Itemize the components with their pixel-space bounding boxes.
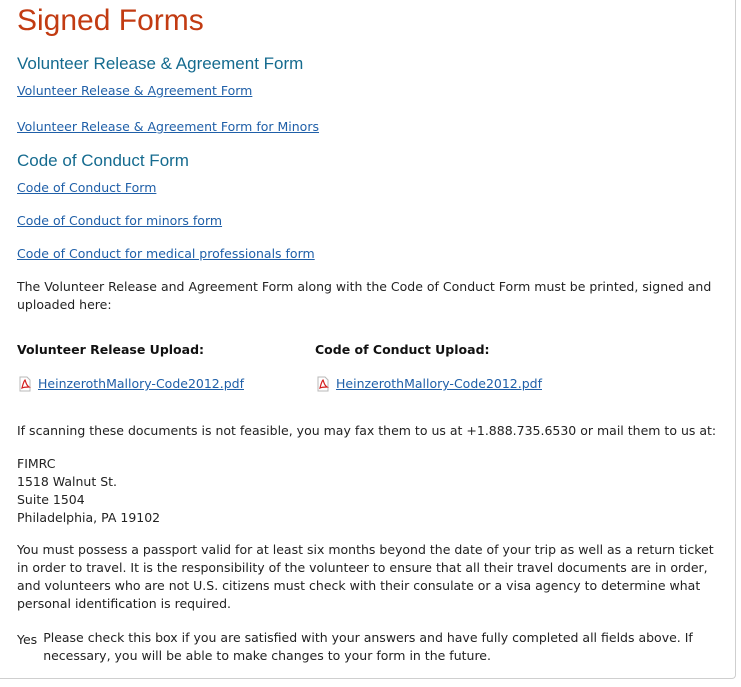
conduct-upload-file: [315, 376, 542, 392]
confirmation-text: Please check this box if you are satisfied with your answers and have fully completed all fields above. If necessary, you will be able to make changes to your form in the future.: [43, 630, 693, 663]
address-line: FIMRC: [17, 456, 56, 471]
conduct-minors-form-link[interactable]: Code of Conduct for minors form: [17, 213, 223, 228]
pdf-icon: [17, 376, 33, 392]
release-upload-label: Volunteer Release Upload:: [17, 342, 205, 357]
mailing-address: [17, 455, 160, 527]
page-title: Signed Forms: [17, 4, 204, 37]
passport-note: You must possess a passport valid for at least six months beyond the date of your trip as well as a return ticket in order to travel. It is the responsibility of the volunteer to ensure that all their travel documents are in order, and volunteers who are not U.S. citizens must check with their consulate or a visa agency to determine what personal identification is required.: [17, 542, 714, 611]
release-upload-file-link[interactable]: HeinzerothMallory-Code2012.pdf: [38, 376, 244, 391]
yes-checkbox-label[interactable]: Yes: [17, 632, 38, 647]
release-form-minors-link[interactable]: Volunteer Release & Agreement Form for Minors: [17, 119, 319, 134]
address-line: Suite 1504: [17, 492, 85, 507]
upload-instructions: The Volunteer Release and Agreement Form along with the Code of Conduct Form must be printed, signed and uploaded here:: [17, 279, 712, 312]
conduct-medical-form-link[interactable]: Code of Conduct for medical professionals form: [17, 246, 315, 261]
conduct-upload-label: Code of Conduct Upload:: [315, 342, 490, 357]
fax-note: If scanning these documents is not feasible, you may fax them to us at +1.888.735.6530 or mail them to us at:: [17, 423, 717, 438]
release-section-heading: Volunteer Release & Agreement Form: [17, 54, 304, 73]
conduct-form-link[interactable]: Code of Conduct Form: [17, 180, 157, 195]
address-line: Philadelphia, PA 19102: [17, 510, 161, 525]
conduct-upload-file-link[interactable]: HeinzerothMallory-Code2012.pdf: [336, 376, 542, 391]
conduct-section-heading: Code of Conduct Form: [17, 151, 189, 170]
address-line: 1518 Walnut St.: [17, 474, 118, 489]
release-form-link[interactable]: Volunteer Release & Agreement Form: [17, 83, 253, 98]
confirmation-row: [17, 629, 727, 665]
pdf-icon: [315, 376, 331, 392]
release-upload-file: [17, 376, 244, 392]
